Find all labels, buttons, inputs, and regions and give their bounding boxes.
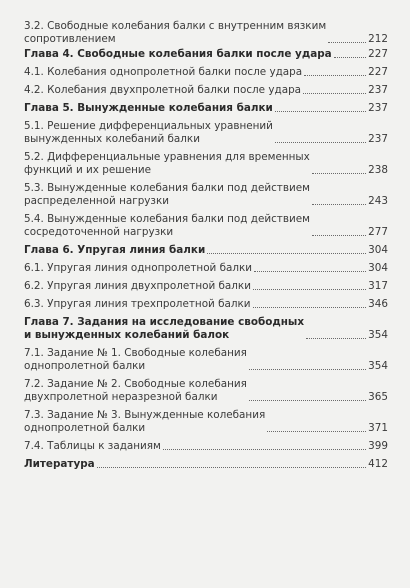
toc-entry [24, 440, 388, 453]
dot-leader [254, 271, 366, 272]
dot-leader [312, 235, 366, 236]
entry-title-line: функций и их решение [24, 164, 152, 176]
entry-title-line: 7.3. Задание № 3. Вынужденные колебания [24, 409, 266, 421]
table-of-contents [24, 20, 388, 471]
entry-title [24, 458, 95, 471]
entry-title-line: сосредоточенной нагрузки [24, 226, 174, 238]
dot-leader [97, 467, 366, 468]
toc-chapter-entry [24, 316, 388, 342]
entry-title-line: 6.1. Упругая линия однопролетной балки [24, 262, 253, 274]
entry-title [24, 280, 251, 293]
entry-title [24, 213, 310, 239]
page-number: 371 [368, 422, 388, 434]
toc-entry [24, 378, 388, 404]
entry-title [24, 316, 304, 342]
entry-title [24, 84, 301, 97]
dot-leader [275, 111, 366, 112]
entry-title-line: однопролетной балки [24, 360, 146, 372]
entry-title-line: распределенной нагрузки [24, 195, 169, 207]
toc-entry [24, 182, 388, 208]
entry-title-line: 4.1. Колебания однопролетной балки после удара [24, 66, 303, 78]
entry-title-line: однопролетной балки [24, 422, 146, 434]
entry-title-line: 5.4. Вынужденные колебания балки под действием [24, 213, 310, 225]
toc-chapter-entry [24, 458, 388, 471]
dot-leader [334, 57, 366, 58]
entry-title [24, 409, 265, 435]
entry-title [24, 120, 273, 146]
dot-leader [249, 400, 366, 401]
entry-title-line: Литература [24, 458, 95, 470]
page-number: 237 [368, 102, 388, 114]
entry-title-line: вынужденных колебаний балки [24, 133, 200, 145]
toc-entry [24, 409, 388, 435]
page-number: 412 [368, 458, 388, 470]
entry-title-line: Глава 4. Свободные колебания балки после удара [24, 48, 332, 60]
entry-title-line: 7.4. Таблицы к заданиям [24, 440, 161, 452]
entry-title-line: 5.3. Вынужденные колебания балки под действием [24, 182, 310, 194]
toc-entry [24, 20, 388, 46]
dot-leader [304, 75, 366, 76]
toc-entry [24, 66, 388, 79]
toc-chapter-entry [24, 48, 388, 61]
entry-title [24, 20, 326, 46]
entry-title [24, 244, 205, 257]
toc-entry [24, 213, 388, 239]
page-number: 243 [368, 195, 388, 207]
dot-leader [253, 289, 366, 290]
toc-entry [24, 347, 388, 373]
page-number: 237 [368, 84, 388, 96]
entry-title [24, 347, 247, 373]
page-number: 212 [368, 33, 388, 45]
dot-leader [275, 142, 366, 143]
page-number: 365 [368, 391, 388, 403]
dot-leader [306, 338, 366, 339]
entry-title [24, 182, 310, 208]
page-number: 346 [368, 298, 388, 310]
page-number: 304 [368, 262, 388, 274]
entry-title-line: 6.2. Упругая линия двухпролетной балки [24, 280, 251, 292]
entry-title-line: 4.2. Колебания двухпролетной балки после удара [24, 84, 302, 96]
entry-title [24, 66, 302, 79]
dot-leader [312, 173, 366, 174]
page-number: 227 [368, 48, 388, 60]
dot-leader [328, 42, 366, 43]
toc-entry [24, 298, 388, 311]
page-number: 317 [368, 280, 388, 292]
entry-title [24, 262, 252, 275]
page-number: 277 [368, 226, 388, 238]
entry-title-line: 5.2. Дифференциальные уравнения для временных [24, 151, 310, 163]
page-number: 304 [368, 244, 388, 256]
entry-title [24, 102, 273, 115]
toc-entry [24, 280, 388, 293]
dot-leader [249, 369, 366, 370]
toc-entry [24, 84, 388, 97]
entry-title [24, 151, 310, 177]
entry-title [24, 48, 332, 61]
entry-title-line: 7.2. Задание № 2. Свободные колебания [24, 378, 247, 390]
page-number: 399 [368, 440, 388, 452]
dot-leader [163, 449, 366, 450]
toc-chapter-entry [24, 102, 388, 115]
entry-title [24, 298, 251, 311]
entry-title-line: 5.1. Решение дифференциальных уравнений [24, 120, 273, 132]
entry-title-line: Глава 6. Упругая линия балки [24, 244, 206, 256]
entry-title-line: 6.3. Упругая линия трехпролетной балки [24, 298, 251, 310]
toc-entry [24, 120, 388, 146]
entry-title-line: двухпролетной неразрезной балки [24, 391, 218, 403]
entry-title-line: Глава 7. Задания на исследование свободных [24, 316, 305, 328]
entry-title-line: Глава 5. Вынужденные колебания балки [24, 102, 273, 114]
page-number: 237 [368, 133, 388, 145]
dot-leader [312, 204, 366, 205]
dot-leader [303, 93, 366, 94]
entry-title-line: сопротивлением [24, 33, 116, 45]
dot-leader [267, 431, 366, 432]
page-number: 227 [368, 66, 388, 78]
entry-title-line: 7.1. Задание № 1. Свободные колебания [24, 347, 247, 359]
entry-title-line: 3.2. Свободные колебания балки с внутренним вязким [24, 20, 327, 32]
entry-title [24, 440, 161, 453]
entry-title-line: и вынужденных колебаний балок [24, 329, 230, 341]
page-number: 354 [368, 329, 388, 341]
toc-entry [24, 262, 388, 275]
toc-entry [24, 151, 388, 177]
dot-leader [207, 253, 366, 254]
toc-chapter-entry [24, 244, 388, 257]
dot-leader [253, 307, 367, 308]
page-number: 238 [368, 164, 388, 176]
page-number: 354 [368, 360, 388, 372]
entry-title [24, 378, 247, 404]
